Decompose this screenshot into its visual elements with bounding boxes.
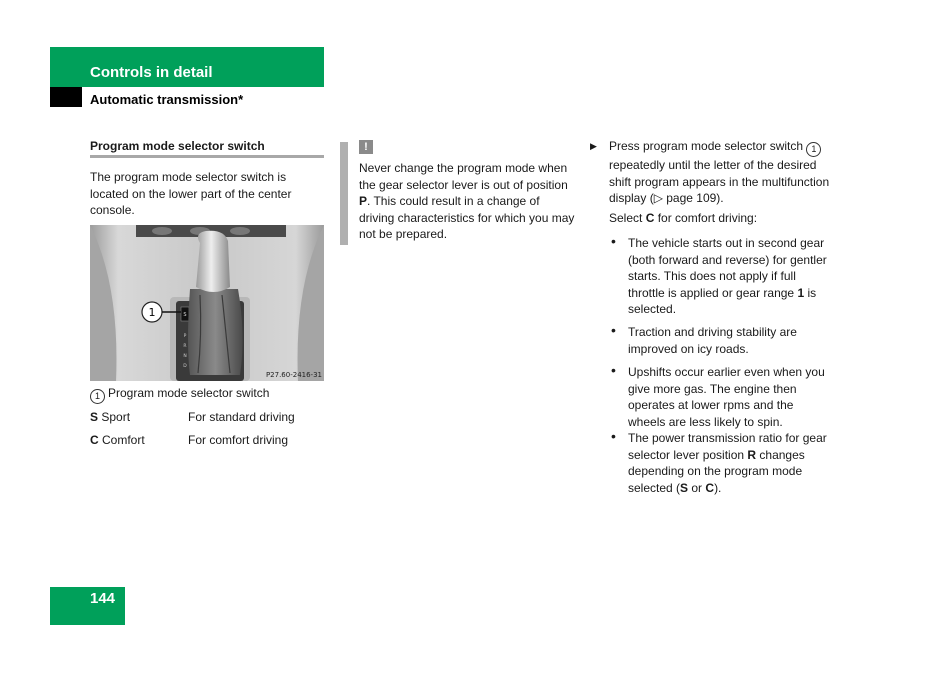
svg-text:P: P	[183, 334, 187, 339]
bullet-item: Upshifts occur earlier even when you give more gas. The engine then operates at lower rpms and the wheels are less likely to spin.	[628, 365, 825, 429]
bullet-icon: •	[611, 233, 616, 249]
bullet-icon: •	[611, 428, 616, 444]
mode-label: Sport	[101, 410, 131, 424]
mode-description: For standard driving	[188, 410, 295, 424]
intro-paragraph: The program mode selector switch is located on the lower part of the center console.	[90, 170, 292, 217]
svg-text:S: S	[183, 312, 187, 318]
step-arrow-icon: ▶	[590, 141, 597, 151]
section-underline	[90, 155, 324, 158]
figure-caption	[90, 386, 269, 404]
caption-number-circle: 1	[90, 389, 105, 404]
instruction-step: Press program mode selector switch 1 repeatedly until the letter of the desired shift program appears in the multifunction display (▷ page 109).	[609, 139, 830, 205]
left-section-title: Program mode selector switch	[90, 139, 265, 153]
bullet-item: The vehicle starts out in second gear (both forward and reverse) for gentler starts. This does not apply if full throttle is applied or gear range 1 is selected.	[628, 236, 827, 316]
select-comfort-line: Select C for comfort driving:	[609, 211, 758, 225]
bullet-item: Traction and driving stability are improved on icy roads.	[628, 325, 797, 356]
figure-code: P27.60-2416-31	[265, 371, 322, 379]
svg-text:D: D	[183, 364, 187, 369]
page-section-title: Controls in detail	[90, 64, 213, 81]
warning-sidebar	[340, 142, 348, 245]
svg-text:R: R	[183, 344, 187, 349]
warning-icon: !	[359, 140, 373, 154]
mode-label: Comfort	[102, 433, 145, 447]
page-number: 144	[90, 590, 116, 607]
mode-key: S	[90, 410, 99, 424]
callout-number: 1	[148, 306, 156, 319]
bullet-icon: •	[611, 322, 616, 338]
mode-row-sport	[90, 410, 295, 424]
section-tab-marker	[50, 87, 82, 107]
warning-text: Never change the program mode when the gear selector lever is out of position P. This could result in a change of driving characteristics for which you may not be prepared.	[359, 161, 575, 241]
svg-text:N: N	[183, 354, 187, 359]
mode-row-comfort	[90, 433, 289, 447]
bullet-item: The power transmission ratio for gear selector lever position R changes depending on the program mode selected (S or C).	[628, 431, 827, 495]
page-subtitle: Automatic transmission*	[90, 92, 244, 107]
bullet-icon: •	[611, 362, 616, 378]
step-number-circle: 1	[806, 142, 821, 157]
page-ref-arrow-icon: ▷	[653, 191, 663, 205]
console-photo	[90, 225, 324, 381]
mode-description: For comfort driving	[188, 433, 289, 447]
console-photo-image	[90, 225, 324, 381]
mode-key: C	[90, 433, 99, 447]
caption-text: Program mode selector switch	[108, 386, 270, 400]
